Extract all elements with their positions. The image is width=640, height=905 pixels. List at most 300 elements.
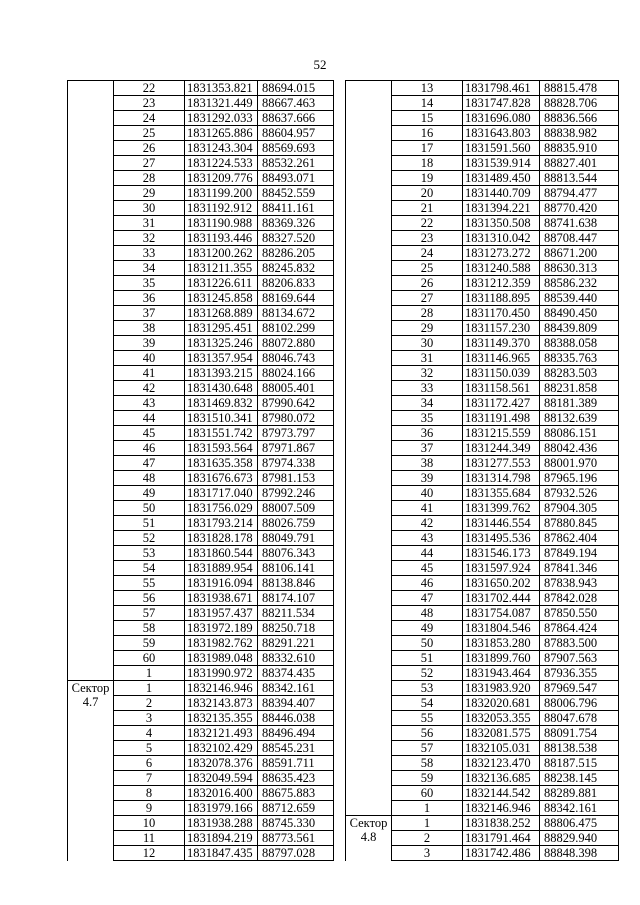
y-coordinate-cell: 87883.500 [540,636,619,651]
x-coordinate-cell: 1832136.685 [463,771,540,786]
x-coordinate-cell: 1831292.033 [185,111,258,126]
y-coordinate-cell: 88169.644 [258,291,334,306]
y-coordinate-cell: 88836.566 [540,111,619,126]
y-coordinate-cell: 88712.659 [258,801,334,816]
x-coordinate-cell: 1831899.760 [463,651,540,666]
point-number-cell: 1 [114,681,185,696]
y-coordinate-cell: 87973.797 [258,426,334,441]
y-coordinate-cell: 88490.450 [540,306,619,321]
y-coordinate-cell: 88024.166 [258,366,334,381]
point-number-cell: 1 [392,816,463,831]
point-number-cell: 18 [392,156,463,171]
x-coordinate-cell: 1831191.498 [463,411,540,426]
x-coordinate-cell: 1831240.588 [463,261,540,276]
y-coordinate-cell: 88452.559 [258,186,334,201]
x-coordinate-cell: 1831635.358 [185,456,258,471]
point-number-cell: 56 [114,591,185,606]
y-coordinate-cell: 88289.881 [540,786,619,801]
x-coordinate-cell: 1831268.889 [185,306,258,321]
y-coordinate-cell: 88181.389 [540,396,619,411]
y-coordinate-cell: 87974.338 [258,456,334,471]
point-number-cell: 24 [114,111,185,126]
x-coordinate-cell: 1831353.821 [185,81,258,96]
y-coordinate-cell: 88134.672 [258,306,334,321]
x-coordinate-cell: 1832081.575 [463,726,540,741]
point-number-cell: 53 [114,546,185,561]
point-number-cell: 12 [114,846,185,861]
point-number-cell: 44 [392,546,463,561]
point-number-cell: 13 [392,81,463,96]
x-coordinate-cell: 1831742.486 [463,846,540,861]
point-number-cell: 32 [392,366,463,381]
x-coordinate-cell: 1831546.173 [463,546,540,561]
point-number-cell: 41 [392,501,463,516]
x-coordinate-cell: 1831591.560 [463,141,540,156]
x-coordinate-cell: 1831224.533 [185,156,258,171]
x-coordinate-cell: 1831793.214 [185,516,258,531]
y-coordinate-cell: 88828.706 [540,96,619,111]
point-number-cell: 38 [114,321,185,336]
x-coordinate-cell: 1831469.832 [185,396,258,411]
x-coordinate-cell: 1831243.304 [185,141,258,156]
point-number-cell: 57 [392,741,463,756]
y-coordinate-cell: 88076.343 [258,546,334,561]
point-number-cell: 47 [392,591,463,606]
point-number-cell: 29 [392,321,463,336]
x-coordinate-cell: 1831972.189 [185,621,258,636]
point-number-cell: 27 [392,291,463,306]
point-number-cell: 40 [114,351,185,366]
y-coordinate-cell: 87907.563 [540,651,619,666]
y-coordinate-cell: 87936.355 [540,666,619,681]
point-number-cell: 37 [392,441,463,456]
point-number-cell: 2 [114,696,185,711]
x-coordinate-cell: 1831350.508 [463,216,540,231]
table-row [68,681,334,696]
point-number-cell: 55 [392,711,463,726]
x-coordinate-cell: 1831170.450 [463,306,540,321]
y-coordinate-cell: 87842.028 [540,591,619,606]
point-number-cell: 40 [392,486,463,501]
y-coordinate-cell: 88539.440 [540,291,619,306]
x-coordinate-cell: 1831357.954 [185,351,258,366]
y-coordinate-cell: 88174.107 [258,591,334,606]
point-number-cell: 42 [114,381,185,396]
x-coordinate-cell: 1831226.611 [185,276,258,291]
x-coordinate-cell: 1831199.200 [185,186,258,201]
x-coordinate-cell: 1831957.437 [185,606,258,621]
point-number-cell: 33 [114,246,185,261]
sector-cell [68,681,114,861]
x-coordinate-cell: 1831539.914 [463,156,540,171]
x-coordinate-cell: 1831643.803 [463,126,540,141]
x-coordinate-cell: 1831192.912 [185,201,258,216]
y-coordinate-cell: 88797.028 [258,846,334,861]
x-coordinate-cell: 1831215.559 [463,426,540,441]
y-coordinate-cell: 87838.943 [540,576,619,591]
y-coordinate-cell: 88231.858 [540,381,619,396]
y-coordinate-cell: 87932.526 [540,486,619,501]
x-coordinate-cell: 1831355.684 [463,486,540,501]
point-number-cell: 2 [392,831,463,846]
y-coordinate-cell: 88026.759 [258,516,334,531]
x-coordinate-cell: 1831828.178 [185,531,258,546]
x-coordinate-cell: 1831847.435 [185,846,258,861]
point-number-cell: 51 [114,516,185,531]
point-number-cell: 34 [114,261,185,276]
x-coordinate-cell: 1832146.946 [463,801,540,816]
point-number-cell: 49 [392,621,463,636]
x-coordinate-cell: 1831393.215 [185,366,258,381]
y-coordinate-cell: 88286.205 [258,246,334,261]
y-coordinate-cell: 88007.509 [258,501,334,516]
point-number-cell: 16 [392,126,463,141]
y-coordinate-cell: 88806.475 [540,816,619,831]
y-coordinate-cell: 88829.940 [540,831,619,846]
x-coordinate-cell: 1831853.280 [463,636,540,651]
y-coordinate-cell: 88770.420 [540,201,619,216]
x-coordinate-cell: 1832123.470 [463,756,540,771]
point-number-cell: 21 [392,201,463,216]
x-coordinate-cell: 1831211.355 [185,261,258,276]
point-number-cell: 51 [392,651,463,666]
point-number-cell: 35 [114,276,185,291]
y-coordinate-cell: 88838.982 [540,126,619,141]
point-number-cell: 31 [114,216,185,231]
y-coordinate-cell: 88694.015 [258,81,334,96]
point-number-cell: 11 [114,831,185,846]
point-number-cell: 45 [392,561,463,576]
x-coordinate-cell: 1831495.536 [463,531,540,546]
x-coordinate-cell: 1831149.370 [463,336,540,351]
point-number-cell: 1 [114,666,185,681]
point-number-cell: 52 [114,531,185,546]
point-number-cell: 50 [114,501,185,516]
y-coordinate-cell: 88238.145 [540,771,619,786]
x-coordinate-cell: 1831188.895 [463,291,540,306]
y-coordinate-cell: 87862.404 [540,531,619,546]
x-coordinate-cell: 1832016.400 [185,786,258,801]
y-coordinate-cell: 88005.401 [258,381,334,396]
point-number-cell: 56 [392,726,463,741]
y-coordinate-cell: 88637.666 [258,111,334,126]
x-coordinate-cell: 1831696.080 [463,111,540,126]
x-coordinate-cell: 1831938.671 [185,591,258,606]
point-number-cell: 54 [392,696,463,711]
y-coordinate-cell: 88394.407 [258,696,334,711]
x-coordinate-cell: 1832053.355 [463,711,540,726]
y-coordinate-cell: 88374.435 [258,666,334,681]
y-coordinate-cell: 87980.072 [258,411,334,426]
point-number-cell: 1 [392,801,463,816]
x-coordinate-cell: 1832121.493 [185,726,258,741]
x-coordinate-cell: 1831982.762 [185,636,258,651]
y-coordinate-cell: 88741.638 [540,216,619,231]
point-number-cell: 23 [392,231,463,246]
point-number-cell: 48 [114,471,185,486]
y-coordinate-cell: 88369.326 [258,216,334,231]
x-coordinate-cell: 1831193.446 [185,231,258,246]
x-coordinate-cell: 1831990.972 [185,666,258,681]
point-number-cell: 20 [392,186,463,201]
y-coordinate-cell: 88342.161 [258,681,334,696]
point-number-cell: 30 [114,201,185,216]
x-coordinate-cell: 1831989.048 [185,651,258,666]
y-coordinate-cell: 88827.401 [540,156,619,171]
y-coordinate-cell: 88046.743 [258,351,334,366]
point-number-cell: 55 [114,576,185,591]
point-number-cell: 17 [392,141,463,156]
sector-label: 4.7 [82,695,99,709]
point-number-cell: 23 [114,96,185,111]
point-number-cell: 5 [114,741,185,756]
point-number-cell: 44 [114,411,185,426]
y-coordinate-cell: 88187.515 [540,756,619,771]
point-number-cell: 30 [392,336,463,351]
table-row [346,81,619,96]
x-coordinate-cell: 1831650.202 [463,576,540,591]
coordinates-table-left [67,80,334,861]
table-row [68,81,334,96]
y-coordinate-cell: 88848.398 [540,846,619,861]
x-coordinate-cell: 1831325.246 [185,336,258,351]
x-coordinate-cell: 1831277.553 [463,456,540,471]
point-number-cell: 58 [114,621,185,636]
y-coordinate-cell: 87969.547 [540,681,619,696]
point-number-cell: 46 [392,576,463,591]
x-coordinate-cell: 1831200.262 [185,246,258,261]
y-coordinate-cell: 88102.299 [258,321,334,336]
y-coordinate-cell: 88042.436 [540,441,619,456]
y-coordinate-cell: 87971.867 [258,441,334,456]
point-number-cell: 43 [114,396,185,411]
x-coordinate-cell: 1831916.094 [185,576,258,591]
point-number-cell: 19 [392,171,463,186]
point-number-cell: 39 [114,336,185,351]
point-number-cell: 49 [114,486,185,501]
x-coordinate-cell: 1831321.449 [185,96,258,111]
y-coordinate-cell: 88211.534 [258,606,334,621]
y-coordinate-cell: 88086.151 [540,426,619,441]
y-coordinate-cell: 88630.313 [540,261,619,276]
y-coordinate-cell: 88072.880 [258,336,334,351]
point-number-cell: 47 [114,456,185,471]
page-number: 52 [313,57,327,72]
y-coordinate-cell: 88675.883 [258,786,334,801]
x-coordinate-cell: 1831212.359 [463,276,540,291]
point-number-cell: 22 [114,81,185,96]
x-coordinate-cell: 1831157.230 [463,321,540,336]
x-coordinate-cell: 1831676.673 [185,471,258,486]
y-coordinate-cell: 88496.494 [258,726,334,741]
point-number-cell: 45 [114,426,185,441]
point-number-cell: 42 [392,516,463,531]
sector-cell [346,81,392,816]
y-coordinate-cell: 88283.503 [540,366,619,381]
sector-cell [68,81,114,681]
x-coordinate-cell: 1831244.349 [463,441,540,456]
y-coordinate-cell: 87981.153 [258,471,334,486]
x-coordinate-cell: 1831593.564 [185,441,258,456]
y-coordinate-cell: 88138.846 [258,576,334,591]
x-coordinate-cell: 1832146.946 [185,681,258,696]
x-coordinate-cell: 1831314.798 [463,471,540,486]
point-number-cell: 15 [392,111,463,126]
x-coordinate-cell: 1831172.427 [463,396,540,411]
y-coordinate-cell: 88332.610 [258,651,334,666]
point-number-cell: 38 [392,456,463,471]
y-coordinate-cell: 88342.161 [540,801,619,816]
point-number-cell: 37 [114,306,185,321]
point-number-cell: 41 [114,366,185,381]
y-coordinate-cell: 88291.221 [258,636,334,651]
y-coordinate-cell: 88586.232 [540,276,619,291]
point-number-cell: 26 [114,141,185,156]
point-number-cell: 59 [392,771,463,786]
x-coordinate-cell: 1831146.965 [463,351,540,366]
sector-label: Сектор [71,681,110,695]
x-coordinate-cell: 1832105.031 [463,741,540,756]
y-coordinate-cell: 88446.038 [258,711,334,726]
point-number-cell: 28 [392,306,463,321]
point-number-cell: 8 [114,786,185,801]
x-coordinate-cell: 1831510.341 [185,411,258,426]
x-coordinate-cell: 1832102.429 [185,741,258,756]
x-coordinate-cell: 1831446.554 [463,516,540,531]
x-coordinate-cell: 1831889.954 [185,561,258,576]
x-coordinate-cell: 1831295.451 [185,321,258,336]
point-number-cell: 10 [114,816,185,831]
point-number-cell: 6 [114,756,185,771]
point-number-cell: 4 [114,726,185,741]
sector-label: 4.8 [360,830,377,844]
x-coordinate-cell: 1831265.886 [185,126,258,141]
x-coordinate-cell: 1831310.042 [463,231,540,246]
point-number-cell: 36 [392,426,463,441]
x-coordinate-cell: 1831551.742 [185,426,258,441]
y-coordinate-cell: 88835.910 [540,141,619,156]
x-coordinate-cell: 1831273.272 [463,246,540,261]
x-coordinate-cell: 1831860.544 [185,546,258,561]
x-coordinate-cell: 1831489.450 [463,171,540,186]
point-number-cell: 60 [392,786,463,801]
y-coordinate-cell: 87990.642 [258,396,334,411]
point-number-cell: 29 [114,186,185,201]
y-coordinate-cell: 88745.330 [258,816,334,831]
y-coordinate-cell: 88047.678 [540,711,619,726]
point-number-cell: 33 [392,381,463,396]
x-coordinate-cell: 1831245.858 [185,291,258,306]
y-coordinate-cell: 87850.550 [540,606,619,621]
point-number-cell: 31 [392,351,463,366]
y-coordinate-cell: 87965.196 [540,471,619,486]
y-coordinate-cell: 88335.763 [540,351,619,366]
x-coordinate-cell: 1832135.355 [185,711,258,726]
point-number-cell: 7 [114,771,185,786]
point-number-cell: 28 [114,171,185,186]
point-number-cell: 52 [392,666,463,681]
y-coordinate-cell: 88388.058 [540,336,619,351]
point-number-cell: 9 [114,801,185,816]
x-coordinate-cell: 1831394.221 [463,201,540,216]
x-coordinate-cell: 1831979.166 [185,801,258,816]
point-number-cell: 57 [114,606,185,621]
sector-label: Сектор [349,816,388,830]
y-coordinate-cell: 88091.754 [540,726,619,741]
point-number-cell: 59 [114,636,185,651]
y-coordinate-cell: 87904.305 [540,501,619,516]
y-coordinate-cell: 87849.194 [540,546,619,561]
point-number-cell: 60 [114,651,185,666]
x-coordinate-cell: 1832078.376 [185,756,258,771]
point-number-cell: 14 [392,96,463,111]
x-coordinate-cell: 1831756.029 [185,501,258,516]
x-coordinate-cell: 1831894.219 [185,831,258,846]
y-coordinate-cell: 87992.246 [258,486,334,501]
y-coordinate-cell: 88815.478 [540,81,619,96]
x-coordinate-cell: 1831702.444 [463,591,540,606]
y-coordinate-cell: 88001.970 [540,456,619,471]
y-coordinate-cell: 88635.423 [258,771,334,786]
point-number-cell: 58 [392,756,463,771]
point-number-cell: 24 [392,246,463,261]
x-coordinate-cell: 1831150.039 [463,366,540,381]
y-coordinate-cell: 88439.809 [540,321,619,336]
x-coordinate-cell: 1832144.542 [463,786,540,801]
y-coordinate-cell: 88049.791 [258,531,334,546]
y-coordinate-cell: 88591.711 [258,756,334,771]
y-coordinate-cell: 87880.845 [540,516,619,531]
x-coordinate-cell: 1831838.252 [463,816,540,831]
y-coordinate-cell: 88604.957 [258,126,334,141]
point-number-cell: 22 [392,216,463,231]
x-coordinate-cell: 1832049.594 [185,771,258,786]
x-coordinate-cell: 1831209.776 [185,171,258,186]
sector-cell [346,816,392,861]
y-coordinate-cell: 88327.520 [258,231,334,246]
x-coordinate-cell: 1831158.561 [463,381,540,396]
y-coordinate-cell: 88106.141 [258,561,334,576]
y-coordinate-cell: 88245.832 [258,261,334,276]
y-coordinate-cell: 88671.200 [540,246,619,261]
y-coordinate-cell: 87841.346 [540,561,619,576]
y-coordinate-cell: 88532.261 [258,156,334,171]
y-coordinate-cell: 87864.424 [540,621,619,636]
point-number-cell: 32 [114,231,185,246]
x-coordinate-cell: 1831440.709 [463,186,540,201]
point-number-cell: 3 [114,711,185,726]
y-coordinate-cell: 88132.639 [540,411,619,426]
y-coordinate-cell: 88493.071 [258,171,334,186]
point-number-cell: 39 [392,471,463,486]
x-coordinate-cell: 1831399.762 [463,501,540,516]
x-coordinate-cell: 1831717.040 [185,486,258,501]
x-coordinate-cell: 1831804.546 [463,621,540,636]
x-coordinate-cell: 1832143.873 [185,696,258,711]
y-coordinate-cell: 88138.538 [540,741,619,756]
y-coordinate-cell: 88411.161 [258,201,334,216]
y-coordinate-cell: 88545.231 [258,741,334,756]
point-number-cell: 50 [392,636,463,651]
point-number-cell: 46 [114,441,185,456]
y-coordinate-cell: 88569.693 [258,141,334,156]
x-coordinate-cell: 1831754.087 [463,606,540,621]
x-coordinate-cell: 1831597.924 [463,561,540,576]
point-number-cell: 53 [392,681,463,696]
point-number-cell: 27 [114,156,185,171]
x-coordinate-cell: 1832020.681 [463,696,540,711]
x-coordinate-cell: 1831943.464 [463,666,540,681]
